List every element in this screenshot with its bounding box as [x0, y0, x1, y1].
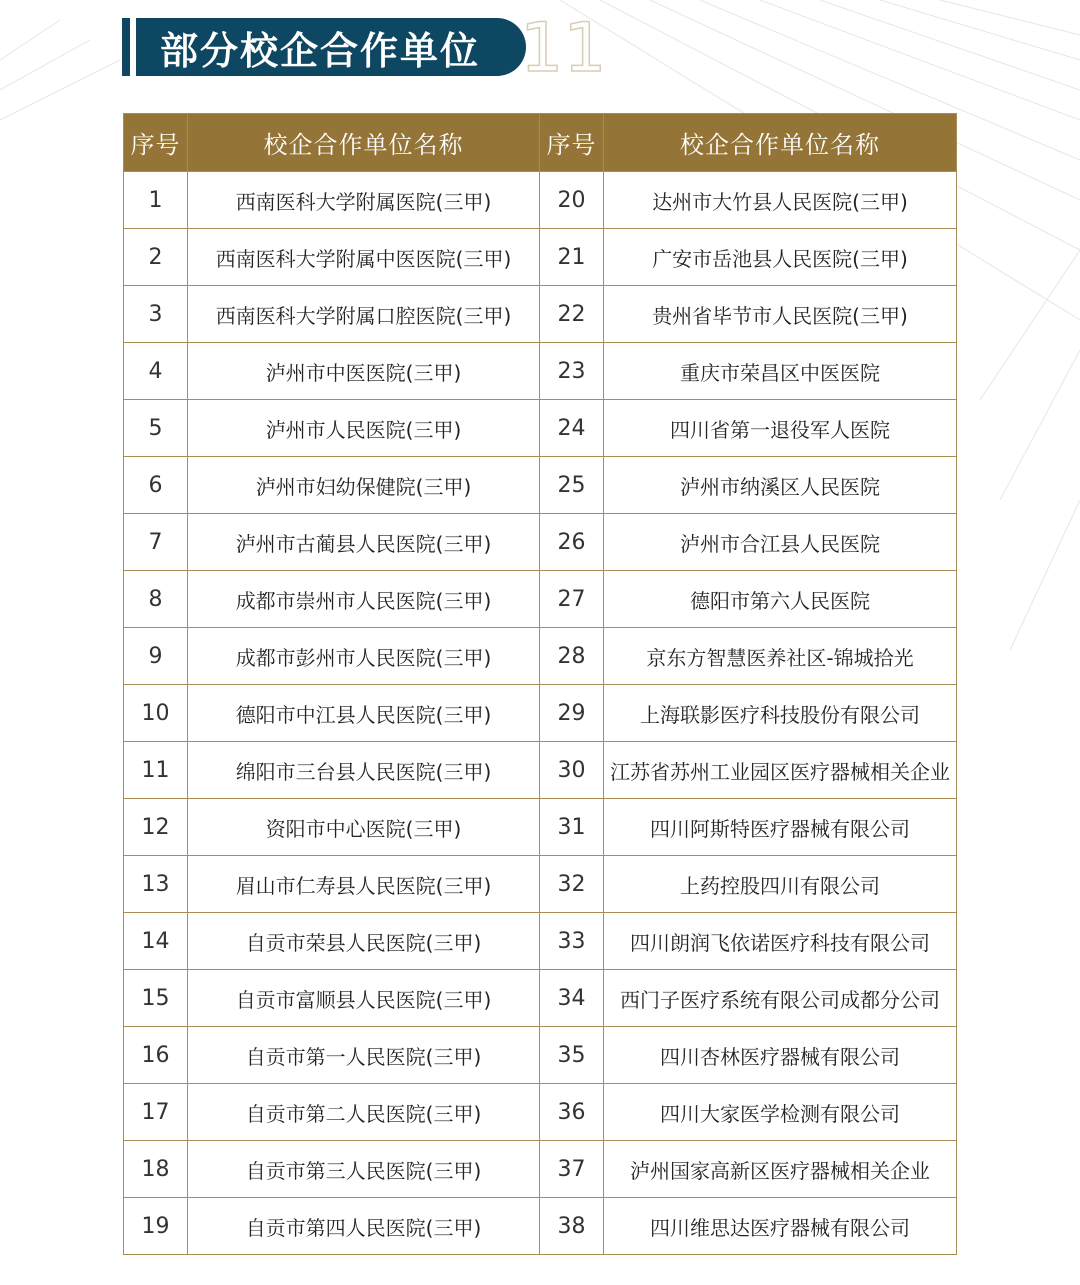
table-row [124, 1141, 957, 1198]
row-index: 20 [540, 172, 604, 229]
row-index: 16 [124, 1027, 188, 1084]
column-header-name: 校企合作单位名称 [604, 114, 957, 172]
row-index: 30 [540, 742, 604, 799]
table-row [124, 514, 957, 571]
row-index: 13 [124, 856, 188, 913]
partner-name: 江苏省苏州工业园区医疗器械相关企业 [604, 742, 957, 799]
partner-name: 四川杏林医疗器械有限公司 [604, 1027, 957, 1084]
partner-name: 泸州市纳溪区人民医院 [604, 457, 957, 514]
table-row [124, 457, 957, 514]
row-index: 2 [124, 229, 188, 286]
partner-name: 资阳市中心医院(三甲) [188, 799, 540, 856]
column-header-name: 校企合作单位名称 [188, 114, 540, 172]
partner-name: 达州市大竹县人民医院(三甲) [604, 172, 957, 229]
partner-name: 泸州市古蔺县人民医院(三甲) [188, 514, 540, 571]
partner-name: 成都市崇州市人民医院(三甲) [188, 571, 540, 628]
row-index: 28 [540, 628, 604, 685]
table-row [124, 229, 957, 286]
partner-name: 西门子医疗系统有限公司成都分公司 [604, 970, 957, 1027]
table-row [124, 685, 957, 742]
table-row [124, 799, 957, 856]
row-index: 1 [124, 172, 188, 229]
partner-name: 重庆市荣昌区中医医院 [604, 343, 957, 400]
row-index: 9 [124, 628, 188, 685]
section-header [122, 9, 607, 88]
partner-name: 四川朗润飞依诺医疗科技有限公司 [604, 913, 957, 970]
partners-table [123, 113, 957, 1255]
row-index: 23 [540, 343, 604, 400]
row-index: 18 [124, 1141, 188, 1198]
row-index: 21 [540, 229, 604, 286]
row-index: 17 [124, 1084, 188, 1141]
page-number: 11 [520, 9, 607, 88]
page-title: 部分校企合作单位 [160, 28, 481, 73]
row-index: 22 [540, 286, 604, 343]
partner-name: 自贡市荣县人民医院(三甲) [188, 913, 540, 970]
partner-name: 自贡市富顺县人民医院(三甲) [188, 970, 540, 1027]
table-row [124, 343, 957, 400]
row-index: 33 [540, 913, 604, 970]
partner-name: 广安市岳池县人民医院(三甲) [604, 229, 957, 286]
row-index: 25 [540, 457, 604, 514]
row-index: 19 [124, 1198, 188, 1255]
row-index: 5 [124, 400, 188, 457]
table-row [124, 913, 957, 970]
row-index: 15 [124, 970, 188, 1027]
header-banner [136, 18, 526, 76]
table-row [124, 571, 957, 628]
table-row [124, 970, 957, 1027]
partner-name: 西南医科大学附属中医医院(三甲) [188, 229, 540, 286]
partner-name: 泸州市中医医院(三甲) [188, 343, 540, 400]
row-index: 38 [540, 1198, 604, 1255]
partner-name: 德阳市中江县人民医院(三甲) [188, 685, 540, 742]
table-row [124, 1027, 957, 1084]
header-accent-bar [122, 18, 130, 76]
partner-name: 上海联影医疗科技股份有限公司 [604, 685, 957, 742]
partner-name: 绵阳市三台县人民医院(三甲) [188, 742, 540, 799]
row-index: 11 [124, 742, 188, 799]
column-header-index: 序号 [124, 114, 188, 172]
row-index: 14 [124, 913, 188, 970]
row-index: 26 [540, 514, 604, 571]
table-row [124, 628, 957, 685]
table-row [124, 742, 957, 799]
table-row [124, 1084, 957, 1141]
row-index: 10 [124, 685, 188, 742]
partner-name: 自贡市第一人民医院(三甲) [188, 1027, 540, 1084]
partner-name: 泸州国家高新区医疗器械相关企业 [604, 1141, 957, 1198]
table-row [124, 172, 957, 229]
partner-name: 自贡市第四人民医院(三甲) [188, 1198, 540, 1255]
partner-name: 四川省第一退役军人医院 [604, 400, 957, 457]
row-index: 24 [540, 400, 604, 457]
partner-name: 上药控股四川有限公司 [604, 856, 957, 913]
row-index: 6 [124, 457, 188, 514]
column-header-index: 序号 [540, 114, 604, 172]
row-index: 3 [124, 286, 188, 343]
row-index: 35 [540, 1027, 604, 1084]
row-index: 12 [124, 799, 188, 856]
row-index: 8 [124, 571, 188, 628]
row-index: 37 [540, 1141, 604, 1198]
row-index: 7 [124, 514, 188, 571]
row-index: 4 [124, 343, 188, 400]
table-header-row [124, 114, 957, 172]
table-row [124, 286, 957, 343]
table-row [124, 856, 957, 913]
partner-name: 四川大家医学检测有限公司 [604, 1084, 957, 1141]
table-row [124, 400, 957, 457]
partner-name: 眉山市仁寿县人民医院(三甲) [188, 856, 540, 913]
partner-name: 四川维思达医疗器械有限公司 [604, 1198, 957, 1255]
partner-name: 自贡市第二人民医院(三甲) [188, 1084, 540, 1141]
partner-name: 西南医科大学附属医院(三甲) [188, 172, 540, 229]
table-row [124, 1198, 957, 1255]
partner-name: 京东方智慧医养社区-锦城拾光 [604, 628, 957, 685]
row-index: 29 [540, 685, 604, 742]
partner-name: 贵州省毕节市人民医院(三甲) [604, 286, 957, 343]
row-index: 34 [540, 970, 604, 1027]
row-index: 36 [540, 1084, 604, 1141]
partner-name: 四川阿斯特医疗器械有限公司 [604, 799, 957, 856]
partner-name: 成都市彭州市人民医院(三甲) [188, 628, 540, 685]
partner-name: 泸州市合江县人民医院 [604, 514, 957, 571]
partner-name: 西南医科大学附属口腔医院(三甲) [188, 286, 540, 343]
row-index: 32 [540, 856, 604, 913]
row-index: 31 [540, 799, 604, 856]
partner-name: 德阳市第六人民医院 [604, 571, 957, 628]
partner-name: 泸州市人民医院(三甲) [188, 400, 540, 457]
partner-name: 自贡市第三人民医院(三甲) [188, 1141, 540, 1198]
row-index: 27 [540, 571, 604, 628]
partner-name: 泸州市妇幼保健院(三甲) [188, 457, 540, 514]
